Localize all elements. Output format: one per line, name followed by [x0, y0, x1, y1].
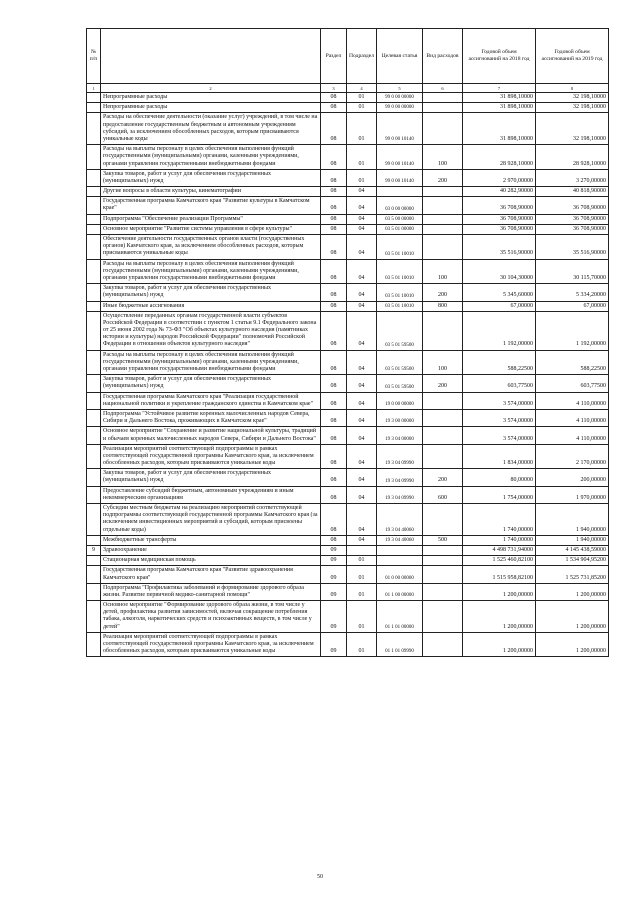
- table-row: [87, 409, 609, 426]
- row-vid: 200: [423, 169, 463, 186]
- row-podrazdel: 04: [347, 284, 377, 301]
- table-row: [87, 259, 609, 284]
- row-podrazdel: 04: [347, 392, 377, 409]
- row-podrazdel: 01: [347, 566, 377, 583]
- row-vid: 100: [423, 145, 463, 170]
- row-amount-2018: 1 740,00000: [463, 535, 536, 545]
- row-podrazdel: 01: [347, 601, 377, 633]
- row-number: [87, 224, 101, 234]
- row-amount-2018: 1 740,00000: [463, 504, 536, 536]
- row-podrazdel: 01: [347, 113, 377, 145]
- row-name: Обеспечение деятельности государственных органов власти (государственных органов) Камчатского края, за исключением обособленных расходов, которым присваиваются уникальные коды: [101, 235, 321, 260]
- table-row: [87, 535, 609, 545]
- row-amount-2018: 588,22500: [463, 350, 536, 375]
- row-razdel: 08: [321, 214, 347, 224]
- row-amount-2018: 30 104,30000: [463, 259, 536, 284]
- row-name: Другие вопросы в области культуры, кинематографии: [101, 187, 321, 197]
- header-name: [101, 29, 321, 84]
- row-name: Расходы на выплаты персоналу в целях обеспечения выполнения функций государственными (муниципальными) органами, казенными учреждениями, органами управления государственными внебюджетными фондами: [101, 350, 321, 375]
- table-row: [87, 187, 609, 197]
- row-number: [87, 486, 101, 503]
- row-podrazdel: 01: [347, 169, 377, 186]
- row-razdel: 08: [321, 284, 347, 301]
- row-razdel: 08: [321, 113, 347, 145]
- row-number: [87, 583, 101, 600]
- row-number: [87, 350, 101, 375]
- row-name: Основное мероприятие "Формирование здорового образа жизни, в том числе у детей, профилактика развития зависимостей, включая сокращение потребления табака, алкоголя, наркотических средств и психоактивных веществ, в том числе у детей": [101, 601, 321, 633]
- row-number: [87, 469, 101, 486]
- row-number: [87, 632, 101, 657]
- row-amount-2019: 5 334,20000: [536, 284, 609, 301]
- row-amount-2018: 603,77500: [463, 375, 536, 392]
- row-podrazdel: 01: [347, 632, 377, 657]
- header-podrazdel: Подраздел: [347, 29, 377, 84]
- table-row: [87, 214, 609, 224]
- row-razdel: 08: [321, 301, 347, 311]
- row-amount-2019: 2 170,00000: [536, 444, 609, 469]
- row-target: 03 5 01 10010: [377, 235, 423, 260]
- row-razdel: 08: [321, 409, 347, 426]
- table-row: [87, 601, 609, 633]
- row-number: [87, 601, 101, 633]
- row-name: Осуществление переданных органам государственной власти субъектов Российской Федерации в соответствии с пунктом 1 статьи 9.1 Федерального закона от 25 июня 2002 года № 73-ФЗ "Об объектах культурного наследия (памятниках истории и культуры) народов Российской Федерации" полномочий Российской Федерации в отношении объектов культурного наследия": [101, 311, 321, 350]
- row-amount-2018: 1 754,00000: [463, 486, 536, 503]
- column-index: 4: [347, 84, 377, 93]
- row-amount-2018: 67,00000: [463, 301, 536, 311]
- row-amount-2019: 4 110,00000: [536, 392, 609, 409]
- row-amount-2019: 1 970,00000: [536, 486, 609, 503]
- row-razdel: 08: [321, 169, 347, 186]
- row-amount-2019: 1 534 904,95200: [536, 556, 609, 566]
- column-index: 5: [377, 84, 423, 93]
- row-target: 99 0 00 10140: [377, 145, 423, 170]
- row-vid: [423, 444, 463, 469]
- row-amount-2018: 1 192,00000: [463, 311, 536, 350]
- row-amount-2018: 31 898,10000: [463, 103, 536, 113]
- row-number: [87, 259, 101, 284]
- row-amount-2018: 2 970,00000: [463, 169, 536, 186]
- table-row: [87, 103, 609, 113]
- row-podrazdel: 04: [347, 375, 377, 392]
- row-amount-2018: 3 574,00000: [463, 392, 536, 409]
- row-podrazdel: 04: [347, 214, 377, 224]
- row-number: 9: [87, 545, 101, 555]
- row-vid: 800: [423, 301, 463, 311]
- budget-table: [86, 28, 609, 657]
- row-amount-2019: 32 198,10000: [536, 93, 609, 103]
- row-razdel: 08: [321, 311, 347, 350]
- row-target: 03 5 01 10010: [377, 259, 423, 284]
- header-2019: Годовой объем ассигнований на 2019 год: [536, 29, 609, 84]
- row-amount-2019: 36 708,90000: [536, 197, 609, 214]
- table-row: [87, 469, 609, 486]
- table-row: [87, 632, 609, 657]
- table-row: [87, 444, 609, 469]
- row-target: 19 3 04 40060: [377, 535, 423, 545]
- row-name: Расходы на выплаты персоналу в целях обеспечения выполнения функций государственными (муниципальными) органами, казенными учреждениями, органами управления государственными внебюджетными фондами: [101, 145, 321, 170]
- column-index: 1: [87, 84, 101, 93]
- row-target: 19 3 00 00000: [377, 409, 423, 426]
- row-name: Непрограммные расходы: [101, 93, 321, 103]
- row-podrazdel: 01: [347, 556, 377, 566]
- row-vid: [423, 545, 463, 555]
- row-razdel: 08: [321, 444, 347, 469]
- header-target: Целевая статья: [377, 29, 423, 84]
- row-amount-2018: 80,00000: [463, 469, 536, 486]
- table-row: [87, 284, 609, 301]
- row-razdel: 08: [321, 469, 347, 486]
- row-razdel: 08: [321, 103, 347, 113]
- row-number: [87, 556, 101, 566]
- row-vid: 200: [423, 469, 463, 486]
- row-razdel: 08: [321, 375, 347, 392]
- row-amount-2018: 31 898,10000: [463, 93, 536, 103]
- row-number: [87, 113, 101, 145]
- row-podrazdel: 04: [347, 504, 377, 536]
- row-podrazdel: 04: [347, 535, 377, 545]
- row-target: 19 3 04 09990: [377, 444, 423, 469]
- table-row: [87, 169, 609, 186]
- row-amount-2019: 588,22500: [536, 350, 609, 375]
- row-number: [87, 566, 101, 583]
- table-row: [87, 197, 609, 214]
- row-target: 19 3 04 09990: [377, 486, 423, 503]
- row-number: [87, 197, 101, 214]
- row-vid: [423, 214, 463, 224]
- row-amount-2019: 35 516,90000: [536, 235, 609, 260]
- row-target: 99 0 00 00000: [377, 103, 423, 113]
- row-razdel: 09: [321, 583, 347, 600]
- header-razdel: Раздел: [321, 29, 347, 84]
- table-row: [87, 375, 609, 392]
- row-vid: 200: [423, 284, 463, 301]
- row-razdel: 08: [321, 259, 347, 284]
- row-name: Государственная программа Камчатского края "Развитие здравоохранения Камчатского края": [101, 566, 321, 583]
- row-razdel: 08: [321, 392, 347, 409]
- row-podrazdel: 04: [347, 301, 377, 311]
- row-razdel: 08: [321, 93, 347, 103]
- row-razdel: 08: [321, 197, 347, 214]
- row-name: Расходы на обеспечение деятельности (оказание услуг) учреждений, в том числе на предоставление государственным бюджетным и автономным учреждениям субсидий, за исключением обособленных расходов, которым присваиваются уникальные коды: [101, 113, 321, 145]
- row-amount-2019: 32 198,10000: [536, 103, 609, 113]
- header-2018: Годовой объем ассигнований на 2018 год: [463, 29, 536, 84]
- row-amount-2019: 3 270,00000: [536, 169, 609, 186]
- row-vid: 600: [423, 486, 463, 503]
- column-index: 6: [423, 84, 463, 93]
- table-row: [87, 301, 609, 311]
- row-vid: [423, 187, 463, 197]
- row-vid: [423, 601, 463, 633]
- row-amount-2018: 3 574,00000: [463, 409, 536, 426]
- row-target: [377, 556, 423, 566]
- row-target: 03 5 01 59500: [377, 311, 423, 350]
- table-row: [87, 486, 609, 503]
- row-name: Подпрограмма "Устойчивое развитие коренных малочисленных народов Севера, Сибири и Дальнего Востока, проживающих в Камчатском крае": [101, 409, 321, 426]
- row-number: [87, 535, 101, 545]
- row-vid: [423, 224, 463, 234]
- row-vid: [423, 504, 463, 536]
- column-index: 7: [463, 84, 536, 93]
- row-vid: [423, 392, 463, 409]
- row-number: [87, 187, 101, 197]
- row-name: Закупка товаров, работ и услуг для обеспечения государственных (муниципальных) нужд: [101, 469, 321, 486]
- row-razdel: 09: [321, 556, 347, 566]
- row-target: 99 0 00 10140: [377, 113, 423, 145]
- row-podrazdel: 01: [347, 93, 377, 103]
- row-target: 03 5 01 59500: [377, 350, 423, 375]
- row-razdel: 09: [321, 601, 347, 633]
- row-amount-2019: 36 708,90000: [536, 214, 609, 224]
- row-vid: [423, 113, 463, 145]
- header-vid: Вид расходов: [423, 29, 463, 84]
- row-name: Подпрограмма "Обеспечение реализации Программы": [101, 214, 321, 224]
- row-razdel: 08: [321, 350, 347, 375]
- header-number: № п/п: [87, 29, 101, 84]
- row-amount-2018: 4 498 731,94000: [463, 545, 536, 555]
- row-vid: [423, 311, 463, 350]
- row-name: Иные бюджетные ассигнования: [101, 301, 321, 311]
- row-podrazdel: 04: [347, 427, 377, 444]
- table-row: [87, 113, 609, 145]
- row-razdel: 09: [321, 632, 347, 657]
- row-target: [377, 545, 423, 555]
- row-amount-2019: 32 198,10000: [536, 113, 609, 145]
- row-amount-2018: 5 345,60000: [463, 284, 536, 301]
- row-podrazdel: 04: [347, 187, 377, 197]
- row-vid: [423, 583, 463, 600]
- row-number: [87, 235, 101, 260]
- row-number: [87, 103, 101, 113]
- row-razdel: 08: [321, 535, 347, 545]
- row-target: 99 0 00 10140: [377, 169, 423, 186]
- row-podrazdel: [347, 545, 377, 555]
- row-number: [87, 375, 101, 392]
- row-razdel: 08: [321, 224, 347, 234]
- row-vid: 100: [423, 350, 463, 375]
- row-amount-2018: 1 834,00000: [463, 444, 536, 469]
- row-razdel: 08: [321, 486, 347, 503]
- row-target: 99 0 00 00000: [377, 93, 423, 103]
- row-number: [87, 214, 101, 224]
- row-name: Основное мероприятие "Развитие системы управления в сфере культуры": [101, 224, 321, 234]
- row-podrazdel: 04: [347, 409, 377, 426]
- table-row: [87, 311, 609, 350]
- row-target: 03 0 00 00000: [377, 197, 423, 214]
- row-name: Межбюджетные трансферты: [101, 535, 321, 545]
- row-vid: [423, 409, 463, 426]
- row-number: [87, 444, 101, 469]
- row-podrazdel: 01: [347, 103, 377, 113]
- table-row: [87, 556, 609, 566]
- column-index: 2: [101, 84, 321, 93]
- row-name: Реализация мероприятий соответствующей подпрограммы в рамках соответствующей государственной программы Камчатского края, за исключением обособленных расходов, которым присваиваются уникальные коды: [101, 444, 321, 469]
- row-vid: 500: [423, 535, 463, 545]
- row-vid: [423, 103, 463, 113]
- row-amount-2018: 3 574,00000: [463, 427, 536, 444]
- row-amount-2018: 35 516,90000: [463, 235, 536, 260]
- table-body: [87, 93, 609, 657]
- row-name: Расходы на выплаты персоналу в целях обеспечения выполнения функций государственными (муниципальными) органами, казенными учреждениями, органами управления государственными внебюджетными фондами: [101, 259, 321, 284]
- row-name: Государственная программа Камчатского края "Развитие культуры в Камчатском крае": [101, 197, 321, 214]
- table-row: [87, 427, 609, 444]
- row-amount-2018: 1 200,00000: [463, 583, 536, 600]
- row-vid: [423, 632, 463, 657]
- row-vid: [423, 566, 463, 583]
- table-row: [87, 392, 609, 409]
- row-target: 19 3 04 00000: [377, 427, 423, 444]
- row-amount-2019: 1 940,00000: [536, 535, 609, 545]
- row-amount-2018: 31 898,10000: [463, 113, 536, 145]
- row-name: Государственная программа Камчатского края "Реализация государственной национальной политики и укрепление гражданского единства в Камчатском крае": [101, 392, 321, 409]
- row-podrazdel: 01: [347, 145, 377, 170]
- row-podrazdel: 04: [347, 224, 377, 234]
- row-name: Субсидии местным бюджетам на реализацию мероприятий соответствующей подпрограммы соответствующей государственной программы Камчатского края (за исключением инвестиционных мероприятий и субсидий, которым присвоены отдельные коды): [101, 504, 321, 536]
- row-name: Реализация мероприятий соответствующей подпрограммы в рамках соответствующей государственной программы Камчатского края, за исключением обособленных расходов, которым присваиваются уникальные коды: [101, 632, 321, 657]
- row-target: 01 0 00 00000: [377, 566, 423, 583]
- row-podrazdel: 04: [347, 444, 377, 469]
- table-row: [87, 504, 609, 536]
- row-amount-2019: 1 200,00000: [536, 583, 609, 600]
- row-number: [87, 93, 101, 103]
- row-amount-2019: 1 200,00000: [536, 632, 609, 657]
- row-number: [87, 301, 101, 311]
- row-target: 03 5 01 10010: [377, 284, 423, 301]
- row-number: [87, 504, 101, 536]
- row-target: 01 1 01 09990: [377, 632, 423, 657]
- row-number: [87, 145, 101, 170]
- row-razdel: 08: [321, 504, 347, 536]
- row-vid: 200: [423, 375, 463, 392]
- row-amount-2018: 1 200,00000: [463, 601, 536, 633]
- row-amount-2019: 30 115,70000: [536, 259, 609, 284]
- row-amount-2019: 67,00000: [536, 301, 609, 311]
- row-amount-2018: 36 708,90000: [463, 197, 536, 214]
- table-row: [87, 583, 609, 600]
- row-name: Подпрограмма "Профилактика заболеваний и формирование здорового образа жизни. Развитие первичной медико-санитарной помощи": [101, 583, 321, 600]
- table-header-row: [87, 29, 609, 84]
- row-name: Закупка товаров, работ и услуг для обеспечения государственных (муниципальных) нужд: [101, 375, 321, 392]
- row-podrazdel: 04: [347, 259, 377, 284]
- table-row: [87, 235, 609, 260]
- table-row: [87, 224, 609, 234]
- row-amount-2019: 1 525 731,85200: [536, 566, 609, 583]
- row-name: Непрограммные расходы: [101, 103, 321, 113]
- row-target: 19 3 04 40060: [377, 504, 423, 536]
- budget-table-container: [86, 28, 608, 657]
- row-name: Предоставление субсидий бюджетным, автономным учреждениям и иным некоммерческим организациям: [101, 486, 321, 503]
- row-target: 03 5 00 00000: [377, 214, 423, 224]
- column-index: 8: [536, 84, 609, 93]
- row-podrazdel: 04: [347, 350, 377, 375]
- page-number: 50: [317, 874, 323, 880]
- row-amount-2018: 28 928,10000: [463, 145, 536, 170]
- row-podrazdel: 04: [347, 311, 377, 350]
- row-vid: [423, 197, 463, 214]
- table-row: [87, 93, 609, 103]
- row-vid: [423, 427, 463, 444]
- row-amount-2019: 4 145 438,59000: [536, 545, 609, 555]
- row-number: [87, 284, 101, 301]
- row-razdel: 08: [321, 427, 347, 444]
- row-razdel: 09: [321, 566, 347, 583]
- row-amount-2018: 1 515 958,82100: [463, 566, 536, 583]
- row-vid: [423, 93, 463, 103]
- row-name: Стационарная медицинская помощь: [101, 556, 321, 566]
- row-podrazdel: 04: [347, 197, 377, 214]
- row-name: Закупка товаров, работ и услуг для обеспечения государственных (муниципальных) нужд: [101, 284, 321, 301]
- row-number: [87, 427, 101, 444]
- row-target: 03 5 01 00000: [377, 224, 423, 234]
- row-amount-2019: 200,00000: [536, 469, 609, 486]
- row-vid: [423, 235, 463, 260]
- row-amount-2018: 36 708,90000: [463, 224, 536, 234]
- row-vid: [423, 556, 463, 566]
- table-row: [87, 145, 609, 170]
- row-target: 03 5 01 59500: [377, 375, 423, 392]
- row-target: [377, 187, 423, 197]
- row-number: [87, 409, 101, 426]
- row-amount-2019: 603,77500: [536, 375, 609, 392]
- row-amount-2018: 1 200,00000: [463, 632, 536, 657]
- row-target: 19 0 00 00000: [377, 392, 423, 409]
- row-podrazdel: 04: [347, 469, 377, 486]
- row-name: Основное мероприятие "Сохранение и развитие национальной культуры, традиций и обычаев коренных малочисленных народов Севера, Сибири и Дальнего Востока": [101, 427, 321, 444]
- row-amount-2019: 28 928,10000: [536, 145, 609, 170]
- row-target: 19 3 04 09990: [377, 469, 423, 486]
- row-amount-2019: 1 192,00000: [536, 311, 609, 350]
- row-number: [87, 311, 101, 350]
- row-razdel: 08: [321, 187, 347, 197]
- row-amount-2018: 40 282,90000: [463, 187, 536, 197]
- row-razdel: 09: [321, 545, 347, 555]
- row-amount-2019: 1 200,00000: [536, 601, 609, 633]
- row-name: Закупка товаров, работ и услуг для обеспечения государственных (муниципальных) нужд: [101, 169, 321, 186]
- row-amount-2019: 40 818,90000: [536, 187, 609, 197]
- row-podrazdel: 01: [347, 583, 377, 600]
- table-row: [87, 545, 609, 555]
- row-amount-2019: 4 110,00000: [536, 427, 609, 444]
- row-number: [87, 169, 101, 186]
- row-amount-2018: 1 525 460,82100: [463, 556, 536, 566]
- row-amount-2018: 36 708,90000: [463, 214, 536, 224]
- row-name: Здравоохранение: [101, 545, 321, 555]
- row-vid: 100: [423, 259, 463, 284]
- table-row: [87, 566, 609, 583]
- row-amount-2019: 36 708,90000: [536, 224, 609, 234]
- row-razdel: 08: [321, 145, 347, 170]
- row-razdel: 08: [321, 235, 347, 260]
- row-number: [87, 392, 101, 409]
- row-podrazdel: 04: [347, 486, 377, 503]
- column-index-row: [87, 84, 609, 93]
- row-amount-2019: 1 940,00000: [536, 504, 609, 536]
- row-target: 01 1 01 00000: [377, 601, 423, 633]
- row-amount-2019: 4 110,00000: [536, 409, 609, 426]
- table-row: [87, 350, 609, 375]
- row-target: 01 1 00 00000: [377, 583, 423, 600]
- row-target: 03 5 01 10010: [377, 301, 423, 311]
- column-index: 3: [321, 84, 347, 93]
- row-podrazdel: 04: [347, 235, 377, 260]
